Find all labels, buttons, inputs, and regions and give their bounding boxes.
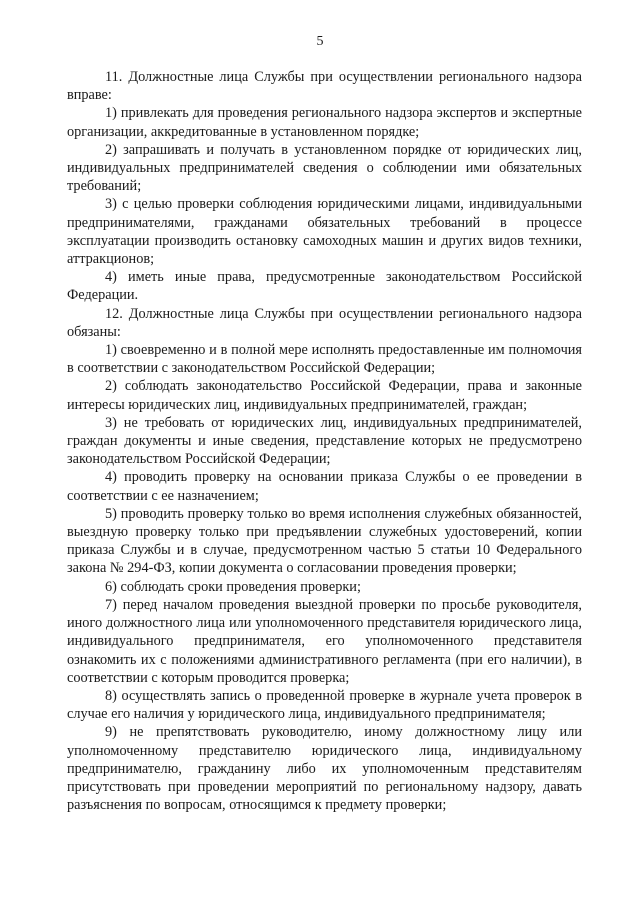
paragraph-11-item-1: 1) привлекать для проведения регионального надзора экспертов и экспертные организации, аккредитованные в установленном порядке; — [67, 105, 582, 140]
paragraph-12-item-1: 1) своевременно и в полной мере исполнять предоставленные им полномочия в соответствии с законодательством Российской Федерации; — [67, 342, 582, 377]
paragraph-12-item-6: 6) соблюдать сроки проведения проверки; — [105, 578, 361, 595]
paragraph-11-heading: 11. Должностные лица Службы при осуществлении регионального надзора вправе: — [67, 69, 582, 104]
paragraph-11-item-2: 2) запрашивать и получать в установленном порядке от юридических лиц, индивидуальных предпринимателей сведения о соблюдении ими обязательных требований; — [67, 141, 582, 195]
paragraph-12-item-2: 2) соблюдать законодательство Российской Федерации, права и законные интересы юридических лиц, индивидуальных предпринимателей, граждан; — [67, 378, 582, 413]
paragraph-11-item-3: 3) с целью проверки соблюдения юридическими лицами, индивидуальными предпринимателями, гражданами обязательных требований в процессе эксплуатации производить остановку самоходных машин и других видов техники, аттракционов; — [67, 196, 582, 268]
paragraph-12-item-4: 4) проводить проверку на основании приказа Службы о ее проведении в соответствии с ее назначением; — [67, 469, 582, 504]
paragraph-12-item-3: 3) не требовать от юридических лиц, индивидуальных предпринимателей, граждан документы и иные сведения, представление которых не предусмотрено законодательством Российской Федерации; — [67, 414, 582, 468]
paragraph-12-item-7: 7) перед началом проведения выездной проверки по просьбе руководителя, иного должностного лица или уполномоченного представителя юридического лица, индивидуального предпринимателя, его уполномоченного представителя ознакомить их с положениями административного регламента (при его наличии), в соответствии с которым проводится проверка; — [67, 596, 582, 686]
paragraph-11-item-4: 4) иметь иные права, предусмотренные законодательством Российской Федерации. — [67, 269, 582, 304]
paragraph-12-heading: 12. Должностные лица Службы при осуществлении регионального надзора обязаны: — [67, 305, 582, 340]
page-number: 5 — [316, 34, 324, 49]
paragraph-12-item-5: 5) проводить проверку только во время исполнения служебных обязанностей, выездную проверку только при предъявлении служебных удостоверений, копии приказа Службы и в случае, предусмотренном частью 5 статьи 10 Федерального закона № 294-ФЗ, копии документа о согласовании проведения проверки; — [67, 505, 582, 577]
paragraph-12-item-9: 9) не препятствовать руководителю, иному должностному лицу или уполномоченному представителю юридического лица, индивидуальному предпринимателю, гражданину либо их уполномоченным представителям присутствовать при проведении мероприятий по региональному надзору, давать разъяснения по вопросам, относящимся к предмету проверки; — [67, 724, 582, 814]
document-body — [67, 68, 582, 814]
paragraph-12-item-8: 8) осуществлять запись о проведенной проверке в журнале учета проверок в случае его наличия у юридического лица, индивидуального предпринимателя; — [67, 687, 582, 723]
